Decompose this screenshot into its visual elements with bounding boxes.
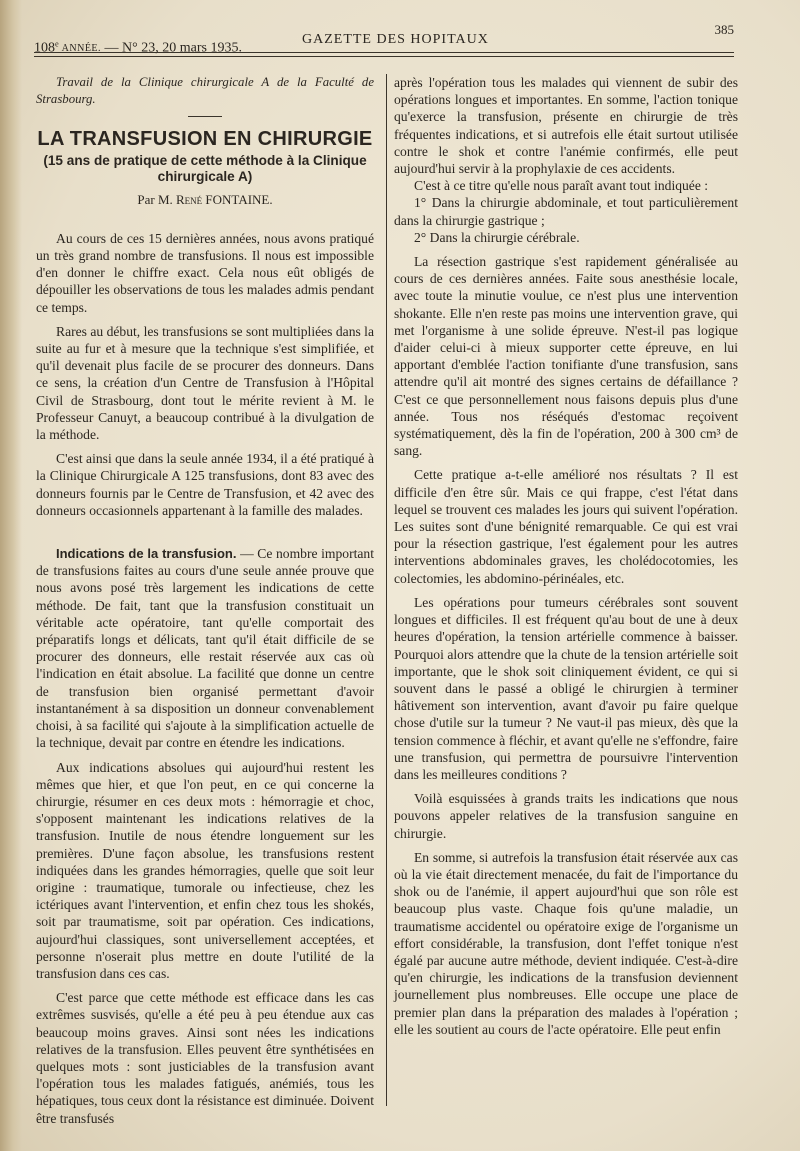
author-name: René FONTAINE.: [176, 191, 273, 207]
issue-info: [34, 40, 242, 56]
indications-paragraph: [36, 545, 374, 751]
column-divider: [386, 74, 387, 1106]
affiliation-rule: [188, 116, 222, 117]
paragraph: Au cours de ces 15 dernières années, nous avons pratiqué un très grand nombre de transfusions. Il nous est impossible d'en donner le chiffre exact. Cela nous eût obligés de dépouiller les observations de tous les malades admis pendant ce temps.: [36, 230, 374, 315]
list-item: 2° Dans la chirurgie cérébrale.: [414, 229, 580, 245]
page-binding-shadow: [0, 0, 22, 1151]
affiliation: Travail de la Clinique chirurgicale A de la Faculté de Strasbourg.: [36, 75, 374, 107]
paragraph: C'est ainsi que dans la seule année 1934, il a été pratiqué à la Clinique Chirurgicale A 125 transfusions, dont 83 avec des donneurs fournis par le Centre de Transfusion, et 42 avec des donneurs occasionnels appartenant à la famille des malades.: [36, 451, 374, 518]
section-heading: Indications de la transfusion.: [56, 546, 237, 562]
paragraph: Les opérations pour tumeurs cérébrales sont souvent longues et difficiles. Il est fréquent qu'au bout de une à deux heures d'opération, la tension artérielle commence à baisser. Pourquoi alors attendre que la chute de la tension artérielle soit importante, que le shok soit cliniquement évident, ce qui si souvent dans le passé a obligé le chirurgien à terminer hâtivement son intervention, avant d'avoir pu faire quelque chose d'utile sur la tumeur ? Ne vaut-il pas mieux, dès que la tension commence à fléchir, et avant qu'elle ne s'effondre, faire une transfusion, qui permettra de poursuivre l'intervention dans les meilleures conditions ?: [394, 594, 738, 782]
author-line: [36, 191, 374, 208]
issue-number: 108: [34, 40, 55, 56]
paragraph: La résection gastrique s'est rapidement généralisée au cours de ces dernières années. Faite sous anesthésie locale, avec toute la minutie voulue, ce n'est plus une intervention shokante. Elle n'en reste pas moins une intervention grave, qui met l'organisme à une solide épreuve. N'est-il pas logique d'aider celui-ci à mieux supporter cette épreuve, en lui apportant d'emblée l'action tonifiante d'une transfusion, sans attendre qu'il ait montré des signes certains de défaillance ? C'est ce que personnellement nous faisons depuis plus d'une année. Tous nos réséqués d'estomac reçoivent systématiquement, dès la fin de l'opération, 200 à 300 cm³ de sang.: [394, 254, 738, 459]
issue-suffix: e: [55, 40, 60, 49]
paragraph: En somme, si autrefois la transfusion était réservée aux cas où la vie était directement menacée, du fait de l'importance du shok ou de l'anémie, il appert aujourd'hui que son rôle est beaucoup plus vaste. Chaque fois qu'une maladie, un traumatisme accidentel ou opératoire exige de l'organisme un effort considérable, la transfusion, dont l'effet tonique n'est égalé par aucune autre méthode, devient indiquée. C'est-à-dire qu'en chirurgie, les indications de la transfusion deviennent journellement plus nombreuses. Elle occupe une place de premier plan dans la préparation des malades à l'opération ; elle les soutient au cours de l'acte opératoire. Elle peut enfin: [394, 849, 738, 1037]
left-column: [36, 74, 374, 1127]
paragraph: Rares au début, les transfusions se sont multipliées dans la suite au fur et à mesure que la technique s'est simplifiée, et qu'il devenait plus facile de se procurer des donneurs. Dans ce sens, la création d'un Centre de Transfusion à l'Hôpital Civil de Strasbourg, dont tout le mérite revient à M. le Professeur Canuyt, a beaucoup contribué à la divulgation de la méthode.: [36, 323, 374, 443]
paragraph: Cette pratique a-t-elle amélioré nos résultats ? Il est difficile d'en être sûr. Mais ce qui frappe, c'est l'état dans lequel se trouvent ces malades les jours qui suivent l'opération. Les suites sont d'une bénignité remarquable. Ce qui est vrai pour la résection gastrique, l'est également pour les autres interventions abdominales graves, les cholédocotomies, les colectomies, les abdomino-périnéales, etc.: [394, 467, 738, 586]
paragraph: Aux indications absolues qui aujourd'hui restent les mêmes que hier, et que l'on peut, en ce qui concerne la chirurgie, résumer en ces deux mots : hémorragie et choc, s'opposent maintenant les indications relatives de la transfusion. Inutile de nous étendre longuement sur les premières. D'une façon absolue, les transfusions restent indiquées dans les grandes hémorragies, quelle que soit leur origine : traumatique, tumorale ou infectieuse, chez les ictériques avant l'intervention, et enfin chez tous les shokés, soit par traumatisme, soit par opération. Ces indications, aujourd'hui classiques, sont universellement acceptées, et personne n'oserait plus mettre en doute l'utilité de la transfusion dans ces cas.: [36, 759, 374, 981]
paragraph: C'est parce que cette méthode est efficace dans les cas extrêmes susvisés, qu'elle a été peu à peu étendue aux cas beaucoup moins graves. Ainsi sont nées les indications relatives de la transfusion. Elles peuvent être synthétisées en quelques mots : sont justiciables de la transfusion avant l'opération tous les malades fatigués, anémiés, tous les hépatiques, tous ceux dont la résistance est diminuée. Doivent être transfusés: [36, 990, 374, 1126]
indications-text: — Ce nombre important de transfusions faites au cours d'une seule année prouve que nous avons posé très largement les indications de cette méthode. De fait, tant que la transfusion constituait un véritable acte opératoire, tant qu'elle comportait des préparatifs longs et délicats, tant qu'il était difficile de se procurer des donneurs, elle restait réservée aux cas où l'indication en était absolue. La facilité que donne un centre de transfusion bien organisé permettant d'avoir instantanément à sa disposition un donneur convenablement choisi, à sa facilité qui s'ajoute à la simplification actuelle de la technique, devait par contre en étendre les indications.: [36, 546, 374, 751]
issue-date: — N° 23, 20 mars 1935.: [104, 40, 242, 56]
journal-name: GAZETTE DES HOPITAUX: [302, 32, 489, 47]
header-rule-top: [34, 52, 734, 53]
paragraph: C'est à ce titre qu'elle nous paraît avant tout indiquée :: [414, 178, 709, 194]
right-column: [394, 74, 738, 1038]
article-subtitle: (15 ans de pratique de cette méthode à la Clinique chirurgicale A): [43, 152, 367, 184]
article-title: LA TRANSFUSION EN CHIRURGIE: [37, 128, 373, 151]
header-rule-bottom: [34, 56, 734, 57]
page-number: 385: [714, 22, 734, 37]
paragraph: après l'opération tous les malades qui viennent de subir des opérations longues et importantes. En somme, l'action tonique qu'exerce la transfusion, présente en chirurgie de très fréquentes indications, et si autrefois elle était surtout utilisée contre le shok et contre l'anémie confirmés, elle peut aujourd'hui servir à la prophylaxie de ces accidents.: [394, 75, 738, 177]
list-item: 1° Dans la chirurgie abdominale, et tout particulièrement dans la chirurgie gastrique ;: [394, 195, 738, 228]
author-prefix: Par M.: [137, 191, 173, 207]
paragraph: Voilà esquissées à grands traits les indications que nous pouvons appeler relatives de la transfusion sanguine en chirurgie.: [394, 791, 738, 841]
issue-word: ANNÉE.: [61, 43, 102, 55]
